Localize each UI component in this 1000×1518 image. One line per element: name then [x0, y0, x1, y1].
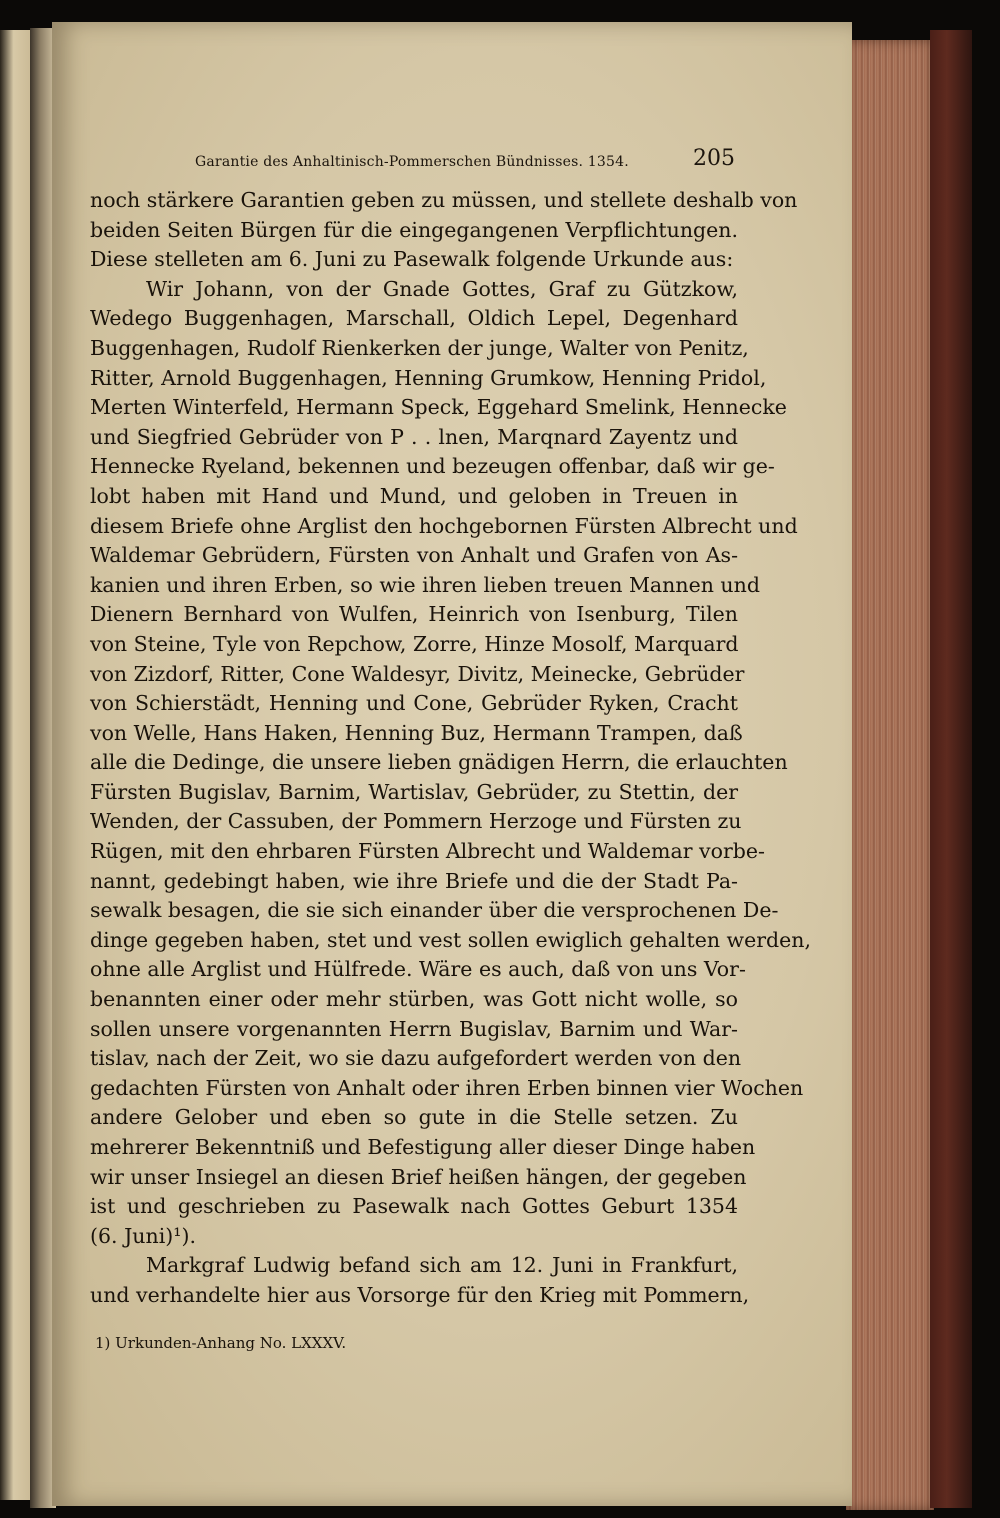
text-line: Buggenhagen, Rudolf Rienkerken der junge, Walter von Penitz,: [90, 335, 749, 360]
text-line: ist und geschrieben zu Pasewalk nach Gottes Geburt 1354: [90, 1194, 738, 1219]
running-title: Garantie des Anhaltinisch-Pommerschen Bündnisses. 1354.: [195, 154, 629, 170]
text-line: von Steine, Tyle von Repchow, Zorre, Hinze Mosolf, Marquard: [90, 631, 739, 656]
text-line: ohne alle Arglist und Hülfrede. Wäre es auch, daß von uns Vor-: [90, 957, 746, 982]
page-number: 205: [693, 146, 735, 171]
text-line: benannten einer oder mehr stürben, was Gott nicht wolle, so: [90, 987, 738, 1012]
text-line: diesem Briefe ohne Arglist den hochgebornen Fürsten Albrecht und: [90, 513, 798, 538]
text-line: Wir Johann, von der Gnade Gottes, Graf zu Gützkow,: [146, 276, 738, 301]
text-line: Waldemar Gebrüdern, Fürsten von Anhalt und Grafen von As-: [90, 543, 738, 568]
text-line: Diese stelleten am 6. Juni zu Pasewalk folgende Urkunde aus:: [90, 247, 734, 272]
text-line: lobt haben mit Hand und Mund, und geloben in Treuen in: [90, 483, 738, 508]
text-line: Rügen, mit den ehrbaren Fürsten Albrecht und Waldemar vorbe-: [90, 839, 765, 864]
text-line: wir unser Insiegel an diesen Brief heißen hängen, der gegeben: [90, 1164, 747, 1189]
text-line: sewalk besagen, die sie sich einander über die versprochenen De-: [90, 898, 779, 923]
text-line: gedachten Fürsten von Anhalt oder ihren Erben binnen vier Wochen: [90, 1075, 804, 1100]
text-line: von Welle, Hans Haken, Henning Buz, Hermann Trampen, daß: [90, 720, 743, 745]
page-fore-edge: [846, 40, 934, 1510]
text-line: Wedego Buggenhagen, Marschall, Oldich Lepel, Degenhard: [90, 306, 738, 331]
text-line: von Schierstädt, Henning und Cone, Gebrüder Ryken, Cracht: [90, 691, 738, 716]
text-line: Hennecke Ryeland, bekennen und bezeugen offenbar, daß wir ge-: [90, 454, 775, 479]
text-line: noch stärkere Garantien geben zu müssen, und stellete deshalb von: [90, 188, 798, 212]
text-line: alle die Dedinge, die unsere lieben gnädigen Herrn, die erlauchten: [90, 750, 788, 775]
text-line: beiden Seiten Bürgen für die eingegangenen Verpflichtungen.: [90, 217, 738, 242]
text-line: mehrerer Bekenntniß und Befestigung aller dieser Dinge haben: [90, 1135, 756, 1159]
text-line: Fürsten Bugislav, Barnim, Wartislav, Gebrüder, zu Stettin, der: [90, 779, 738, 804]
text-line: dinge gegeben haben, stet und vest sollen ewiglich gehalten werden,: [90, 927, 812, 952]
text-line: Merten Winterfeld, Hermann Speck, Eggehard Smelink, Hennecke: [90, 395, 787, 420]
text-line: und Siegfried Gebrüder von P . . lnen, Marqnard Zayentz und: [90, 424, 738, 449]
book-cover-edge: [930, 30, 972, 1508]
text-line: Wenden, der Cassuben, der Pommern Herzoge und Fürsten zu: [90, 809, 742, 834]
footnote: 1) Urkunden-Anhang No. LXXXV.: [95, 1334, 347, 1352]
text-line: nannt, gedebingt haben, wie ihre Briefe und die der Stadt Pa-: [90, 868, 738, 893]
text-line: kanien und ihren Erben, so wie ihren lieben treuen Mannen und: [90, 572, 760, 597]
left-page-edge: [0, 30, 30, 1500]
text-line: sollen unsere vorgenannten Herrn Bugislav, Barnim und War-: [90, 1016, 738, 1041]
text-line: Markgraf Ludwig befand sich am 12. Juni in Frankfurt,: [146, 1253, 738, 1278]
text-line: (6. Juni)¹).: [90, 1223, 196, 1248]
text-line: andere Gelober und eben so gute in die Stelle setzen. Zu: [90, 1105, 738, 1130]
text-line: Dienern Bernhard von Wulfen, Heinrich von Isenburg, Tilen: [90, 602, 738, 627]
text-line: tislav, nach der Zeit, wo sie dazu aufgefordert werden von den: [90, 1046, 742, 1071]
text-line: und verhandelte hier aus Vorsorge für den Krieg mit Pommern,: [90, 1282, 750, 1307]
text-line: Ritter, Arnold Buggenhagen, Henning Grumkow, Henning Pridol,: [90, 365, 767, 390]
text-line: von Zizdorf, Ritter, Cone Waldesyr, Divitz, Meinecke, Gebrüder: [90, 661, 745, 686]
body-text: [90, 186, 812, 1311]
running-head: [195, 146, 735, 176]
